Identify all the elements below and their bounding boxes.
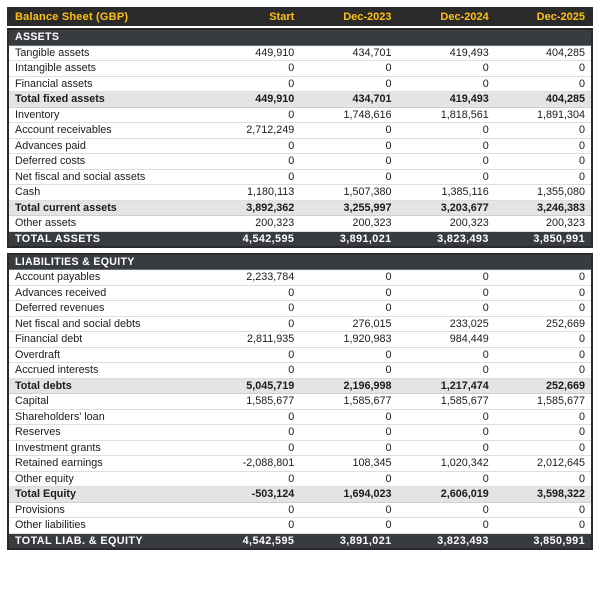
row-retained-earnings — [8, 456, 592, 472]
row-label: Other liabilities — [8, 518, 203, 534]
row-label: Retained earnings — [8, 456, 203, 472]
assets-section — [7, 28, 593, 248]
row-label: Total debts — [8, 378, 203, 394]
cell-dec-2025: 0 — [495, 332, 592, 348]
cell-start: 449,910 — [203, 45, 300, 61]
row-label: Net fiscal and social debts — [8, 316, 203, 332]
cell-dec-2023: 1,920,983 — [300, 332, 397, 348]
cell-dec-2023: 0 — [300, 76, 397, 92]
cell-start: 0 — [203, 425, 300, 441]
cell-dec-2025: 0 — [495, 425, 592, 441]
row-label: Intangible assets — [8, 61, 203, 77]
cell-dec-2025: 0 — [495, 518, 592, 534]
row-account-receivables — [8, 123, 592, 139]
cell-dec-2025: 0 — [495, 169, 592, 185]
row-label: Advances paid — [8, 138, 203, 154]
cell-dec-2023: 0 — [300, 270, 397, 286]
cell-dec-2025: 252,669 — [495, 316, 592, 332]
row-intangible-assets — [8, 61, 592, 77]
column-header-dec-2024: Dec-2024 — [440, 10, 489, 23]
cell-dec-2023: 0 — [300, 409, 397, 425]
cell-dec-2024: 1,385,116 — [398, 185, 495, 201]
cell-dec-2025: 0 — [495, 138, 592, 154]
cell-dec-2024: 0 — [398, 471, 495, 487]
cell-dec-2025: 3,850,991 — [495, 533, 592, 549]
cell-dec-2024: 0 — [398, 61, 495, 77]
cell-dec-2023: 1,694,023 — [300, 487, 397, 503]
cell-dec-2025: 0 — [495, 123, 592, 139]
row-shareholders-loan — [8, 409, 592, 425]
row-label: Overdraft — [8, 347, 203, 363]
cell-start: 0 — [203, 440, 300, 456]
row-overdraft — [8, 347, 592, 363]
row-deferred-costs — [8, 154, 592, 170]
cell-dec-2024: 1,217,474 — [398, 378, 495, 394]
cell-dec-2023: 3,255,997 — [300, 200, 397, 216]
cell-dec-2024: 1,818,561 — [398, 107, 495, 123]
cell-dec-2024: 0 — [398, 440, 495, 456]
cell-dec-2023: 1,748,616 — [300, 107, 397, 123]
row-label: Provisions — [8, 502, 203, 518]
cell-dec-2023: 0 — [300, 440, 397, 456]
row-accrued-interests — [8, 363, 592, 379]
cell-dec-2024: 233,025 — [398, 316, 495, 332]
cell-dec-2023: 0 — [300, 363, 397, 379]
cell-dec-2025: 404,285 — [495, 45, 592, 61]
cell-dec-2024: 0 — [398, 154, 495, 170]
cell-dec-2023: 0 — [300, 169, 397, 185]
cell-dec-2024: 0 — [398, 76, 495, 92]
row-total-equity — [8, 487, 592, 503]
cell-dec-2023: 0 — [300, 154, 397, 170]
cell-dec-2023: 0 — [300, 138, 397, 154]
cell-dec-2024: 2,606,019 — [398, 487, 495, 503]
header-row — [8, 8, 592, 25]
cell-dec-2024: 0 — [398, 363, 495, 379]
row-inventory — [8, 107, 592, 123]
row-label: Account receivables — [8, 123, 203, 139]
cell-start: 0 — [203, 502, 300, 518]
table-header-bar — [7, 7, 593, 26]
column-header-dec-2025: Dec-2025 — [536, 10, 585, 23]
cell-start: 2,811,935 — [203, 332, 300, 348]
cell-dec-2023: 200,323 — [300, 216, 397, 232]
cell-dec-2025: 404,285 — [495, 92, 592, 108]
cell-start: 0 — [203, 138, 300, 154]
cell-start: 0 — [203, 61, 300, 77]
row-label: Tangible assets — [8, 45, 203, 61]
row-label: Financial debt — [8, 332, 203, 348]
cell-dec-2023: 434,701 — [300, 45, 397, 61]
cell-dec-2023: 0 — [300, 425, 397, 441]
row-deferred-revenues — [8, 301, 592, 317]
row-account-payables — [8, 270, 592, 286]
cell-dec-2023: 434,701 — [300, 92, 397, 108]
cell-dec-2023: 1,507,380 — [300, 185, 397, 201]
cell-start: 0 — [203, 409, 300, 425]
cell-dec-2023: 0 — [300, 347, 397, 363]
row-tangible-assets — [8, 45, 592, 61]
row-label: Investment grants — [8, 440, 203, 456]
cell-dec-2025: 0 — [495, 154, 592, 170]
cell-dec-2024: 1,585,677 — [398, 394, 495, 410]
cell-dec-2023: 3,891,021 — [300, 231, 397, 247]
row-investment-grants — [8, 440, 592, 456]
row-label: TOTAL LIAB. & EQUITY — [8, 533, 203, 549]
cell-dec-2025: 252,669 — [495, 378, 592, 394]
cell-start: 2,712,249 — [203, 123, 300, 139]
row-label: Inventory — [8, 107, 203, 123]
cell-dec-2024: 0 — [398, 301, 495, 317]
cell-dec-2023: 3,891,021 — [300, 533, 397, 549]
row-net-fiscal-and-social-assets — [8, 169, 592, 185]
row-label: Deferred costs — [8, 154, 203, 170]
row-total-current-assets — [8, 200, 592, 216]
cell-dec-2023: 0 — [300, 518, 397, 534]
row-capital — [8, 394, 592, 410]
row-financial-debt — [8, 332, 592, 348]
cell-dec-2023: 0 — [300, 123, 397, 139]
cell-start: 3,892,362 — [203, 200, 300, 216]
report-title: Balance Sheet (GBP) — [15, 10, 129, 23]
cell-start: 0 — [203, 285, 300, 301]
section-header-assets: ASSETS — [8, 29, 592, 45]
cell-start: 5,045,719 — [203, 378, 300, 394]
cell-dec-2024: 0 — [398, 347, 495, 363]
cell-dec-2024: 3,203,677 — [398, 200, 495, 216]
cell-start: 0 — [203, 363, 300, 379]
row-total-assets — [8, 231, 592, 247]
row-advances-received — [8, 285, 592, 301]
cell-start: -503,124 — [203, 487, 300, 503]
cell-dec-2024: 0 — [398, 518, 495, 534]
cell-start: 0 — [203, 154, 300, 170]
row-label: Total fixed assets — [8, 92, 203, 108]
cell-dec-2024: 0 — [398, 123, 495, 139]
cell-dec-2025: 0 — [495, 440, 592, 456]
cell-dec-2024: 0 — [398, 285, 495, 301]
cell-dec-2023: 2,196,998 — [300, 378, 397, 394]
row-other-liabilities — [8, 518, 592, 534]
cell-dec-2025: 1,585,677 — [495, 394, 592, 410]
cell-dec-2025: 0 — [495, 301, 592, 317]
cell-dec-2025: 200,323 — [495, 216, 592, 232]
cell-dec-2023: 0 — [300, 471, 397, 487]
cell-start: 1,585,677 — [203, 394, 300, 410]
row-label: Financial assets — [8, 76, 203, 92]
row-other-equity — [8, 471, 592, 487]
row-provisions — [8, 502, 592, 518]
cell-dec-2025: 3,246,383 — [495, 200, 592, 216]
cell-dec-2025: 0 — [495, 347, 592, 363]
cell-dec-2025: 0 — [495, 285, 592, 301]
cell-dec-2025: 3,598,322 — [495, 487, 592, 503]
row-total-debts — [8, 378, 592, 394]
cell-dec-2023: 0 — [300, 285, 397, 301]
cell-dec-2024: 0 — [398, 502, 495, 518]
cell-start: 4,542,595 — [203, 231, 300, 247]
cell-dec-2025: 3,850,991 — [495, 231, 592, 247]
row-total-fixed-assets — [8, 92, 592, 108]
row-label: Other assets — [8, 216, 203, 232]
cell-dec-2025: 1,891,304 — [495, 107, 592, 123]
cell-start: 1,180,113 — [203, 185, 300, 201]
cell-start: 0 — [203, 107, 300, 123]
cell-start: 4,542,595 — [203, 533, 300, 549]
cell-dec-2025: 0 — [495, 363, 592, 379]
cell-start: -2,088,801 — [203, 456, 300, 472]
balance-sheet — [7, 7, 593, 550]
cell-dec-2023: 0 — [300, 502, 397, 518]
cell-dec-2023: 1,585,677 — [300, 394, 397, 410]
cell-dec-2024: 984,449 — [398, 332, 495, 348]
cell-dec-2023: 276,015 — [300, 316, 397, 332]
row-label: Deferred revenues — [8, 301, 203, 317]
cell-dec-2025: 0 — [495, 409, 592, 425]
row-label: Reserves — [8, 425, 203, 441]
cell-dec-2023: 0 — [300, 301, 397, 317]
cell-start: 0 — [203, 169, 300, 185]
cell-dec-2024: 0 — [398, 169, 495, 185]
cell-dec-2024: 3,823,493 — [398, 533, 495, 549]
cell-dec-2023: 108,345 — [300, 456, 397, 472]
cell-dec-2023: 0 — [300, 61, 397, 77]
row-net-fiscal-and-social-debts — [8, 316, 592, 332]
row-cash — [8, 185, 592, 201]
cell-dec-2025: 2,012,645 — [495, 456, 592, 472]
row-label: TOTAL ASSETS — [8, 231, 203, 247]
row-advances-paid — [8, 138, 592, 154]
cell-dec-2025: 1,355,080 — [495, 185, 592, 201]
cell-dec-2024: 0 — [398, 270, 495, 286]
cell-start: 0 — [203, 518, 300, 534]
cell-dec-2025: 0 — [495, 270, 592, 286]
column-header-dec-2023: Dec-2023 — [343, 10, 392, 23]
row-reserves — [8, 425, 592, 441]
row-financial-assets — [8, 76, 592, 92]
cell-dec-2025: 0 — [495, 76, 592, 92]
cell-dec-2024: 419,493 — [398, 92, 495, 108]
cell-start: 0 — [203, 301, 300, 317]
cell-start: 200,323 — [203, 216, 300, 232]
cell-dec-2025: 0 — [495, 502, 592, 518]
column-header-start: Start — [269, 10, 295, 23]
cell-dec-2024: 0 — [398, 409, 495, 425]
cell-start: 2,233,784 — [203, 270, 300, 286]
cell-start: 0 — [203, 76, 300, 92]
cell-start: 0 — [203, 347, 300, 363]
cell-start: 0 — [203, 471, 300, 487]
row-total-liab-equity — [8, 533, 592, 549]
cell-start: 449,910 — [203, 92, 300, 108]
liabilities-equity-section — [7, 253, 593, 550]
row-label: Capital — [8, 394, 203, 410]
row-label: Cash — [8, 185, 203, 201]
cell-dec-2024: 200,323 — [398, 216, 495, 232]
cell-dec-2024: 3,823,493 — [398, 231, 495, 247]
cell-dec-2025: 0 — [495, 471, 592, 487]
row-label: Total Equity — [8, 487, 203, 503]
row-label: Account payables — [8, 270, 203, 286]
cell-start: 0 — [203, 316, 300, 332]
section-header-liabilities-equity: LIABILITIES & EQUITY — [8, 254, 592, 270]
row-label: Total current assets — [8, 200, 203, 216]
cell-dec-2024: 1,020,342 — [398, 456, 495, 472]
cell-dec-2024: 0 — [398, 425, 495, 441]
cell-dec-2025: 0 — [495, 61, 592, 77]
row-label: Advances received — [8, 285, 203, 301]
row-label: Net fiscal and social assets — [8, 169, 203, 185]
row-label: Shareholders' loan — [8, 409, 203, 425]
row-label: Accrued interests — [8, 363, 203, 379]
cell-dec-2024: 419,493 — [398, 45, 495, 61]
cell-dec-2024: 0 — [398, 138, 495, 154]
row-label: Other equity — [8, 471, 203, 487]
row-other-assets — [8, 216, 592, 232]
